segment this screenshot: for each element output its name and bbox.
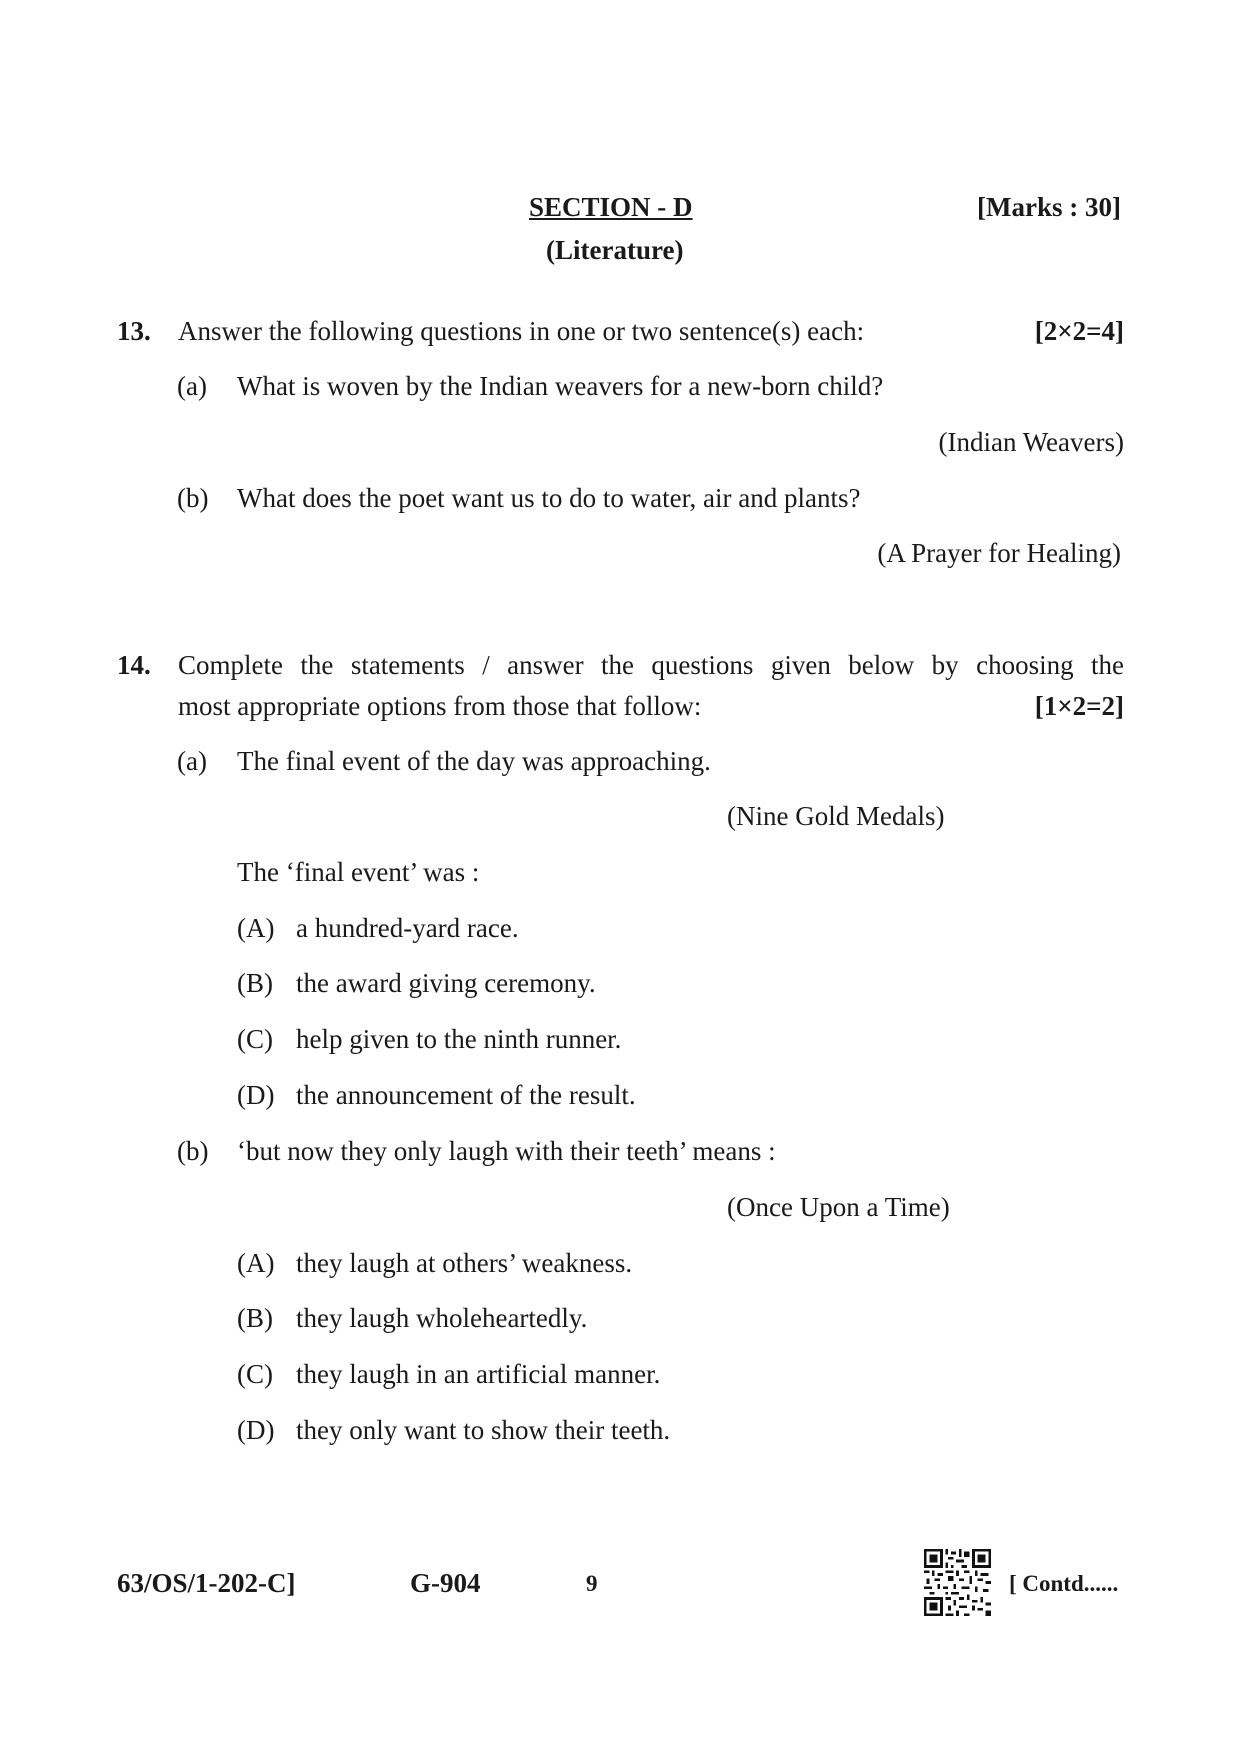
q14b-option-text: they laugh wholeheartedly. — [296, 1303, 588, 1333]
section-subtitle: (Literature) — [546, 235, 684, 265]
qr-code-icon — [924, 1549, 991, 1616]
q14-line1: Complete the statements / answer the questions given below by choosing the — [178, 650, 1124, 680]
q14a-option-label: (A) — [237, 913, 275, 943]
q14b-option-label: (C) — [237, 1359, 273, 1389]
q13b-label: (b) — [177, 483, 209, 513]
q14a-option-text: the announcement of the result. — [296, 1080, 636, 1110]
q14a-option-label: (C) — [237, 1024, 273, 1054]
q14a-label: (a) — [177, 746, 207, 776]
q13-marks: [2×2=4] — [1034, 316, 1124, 346]
q14b-option-label: (D) — [237, 1415, 275, 1445]
q13b-text: What does the poet want us to do to water, air and plants? — [237, 483, 861, 513]
footer-contd: [ Contd...... — [1009, 1571, 1119, 1596]
q14b-option-label: (A) — [237, 1248, 275, 1278]
q14a-text: The final event of the day was approaching. — [237, 746, 711, 776]
q14-marks: [1×2=2] — [1034, 691, 1124, 721]
q14b-text: ‘but now they only laugh with their teeth’ means : — [237, 1136, 776, 1166]
q14-line2: most appropriate options from those that follow: — [178, 691, 702, 721]
q13a-text: What is woven by the Indian weavers for a new-born child? — [237, 371, 884, 401]
q14a-option-text: a hundred-yard race. — [296, 913, 519, 943]
q14a-stem: The ‘final event’ was : — [237, 857, 480, 887]
q14-number: 14. — [117, 650, 151, 680]
section-title: SECTION - D — [529, 192, 693, 222]
q14b-source: (Once Upon a Time) — [727, 1192, 950, 1222]
q14a-option-text: help given to the ninth runner. — [296, 1024, 622, 1054]
q14a-option-label: (D) — [237, 1080, 275, 1110]
q14b-option-text: they only want to show their teeth. — [296, 1415, 671, 1445]
q14a-source: (Nine Gold Medals) — [727, 801, 945, 831]
q14b-label: (b) — [177, 1136, 209, 1166]
footer-code: 63/OS/1-202-C] — [117, 1568, 296, 1598]
q14a-option-text: the award giving ceremony. — [296, 968, 596, 998]
q14b-option-text: they laugh in an artificial manner. — [296, 1359, 661, 1389]
q13-number: 13. — [117, 316, 151, 346]
section-marks: [Marks : 30] — [977, 192, 1121, 222]
q13-text: Answer the following questions in one or two sentence(s) each: — [178, 316, 865, 346]
footer-series: G-904 — [410, 1568, 481, 1598]
q14b-option-label: (B) — [237, 1303, 273, 1333]
q14b-option-text: they laugh at others’ weakness. — [296, 1248, 633, 1278]
q14a-option-label: (B) — [237, 968, 273, 998]
footer-page-number: 9 — [586, 1571, 598, 1596]
q13a-source: (Indian Weavers) — [938, 427, 1124, 457]
q13a-label: (a) — [177, 371, 207, 401]
q13b-source: (A Prayer for Healing) — [877, 538, 1121, 568]
